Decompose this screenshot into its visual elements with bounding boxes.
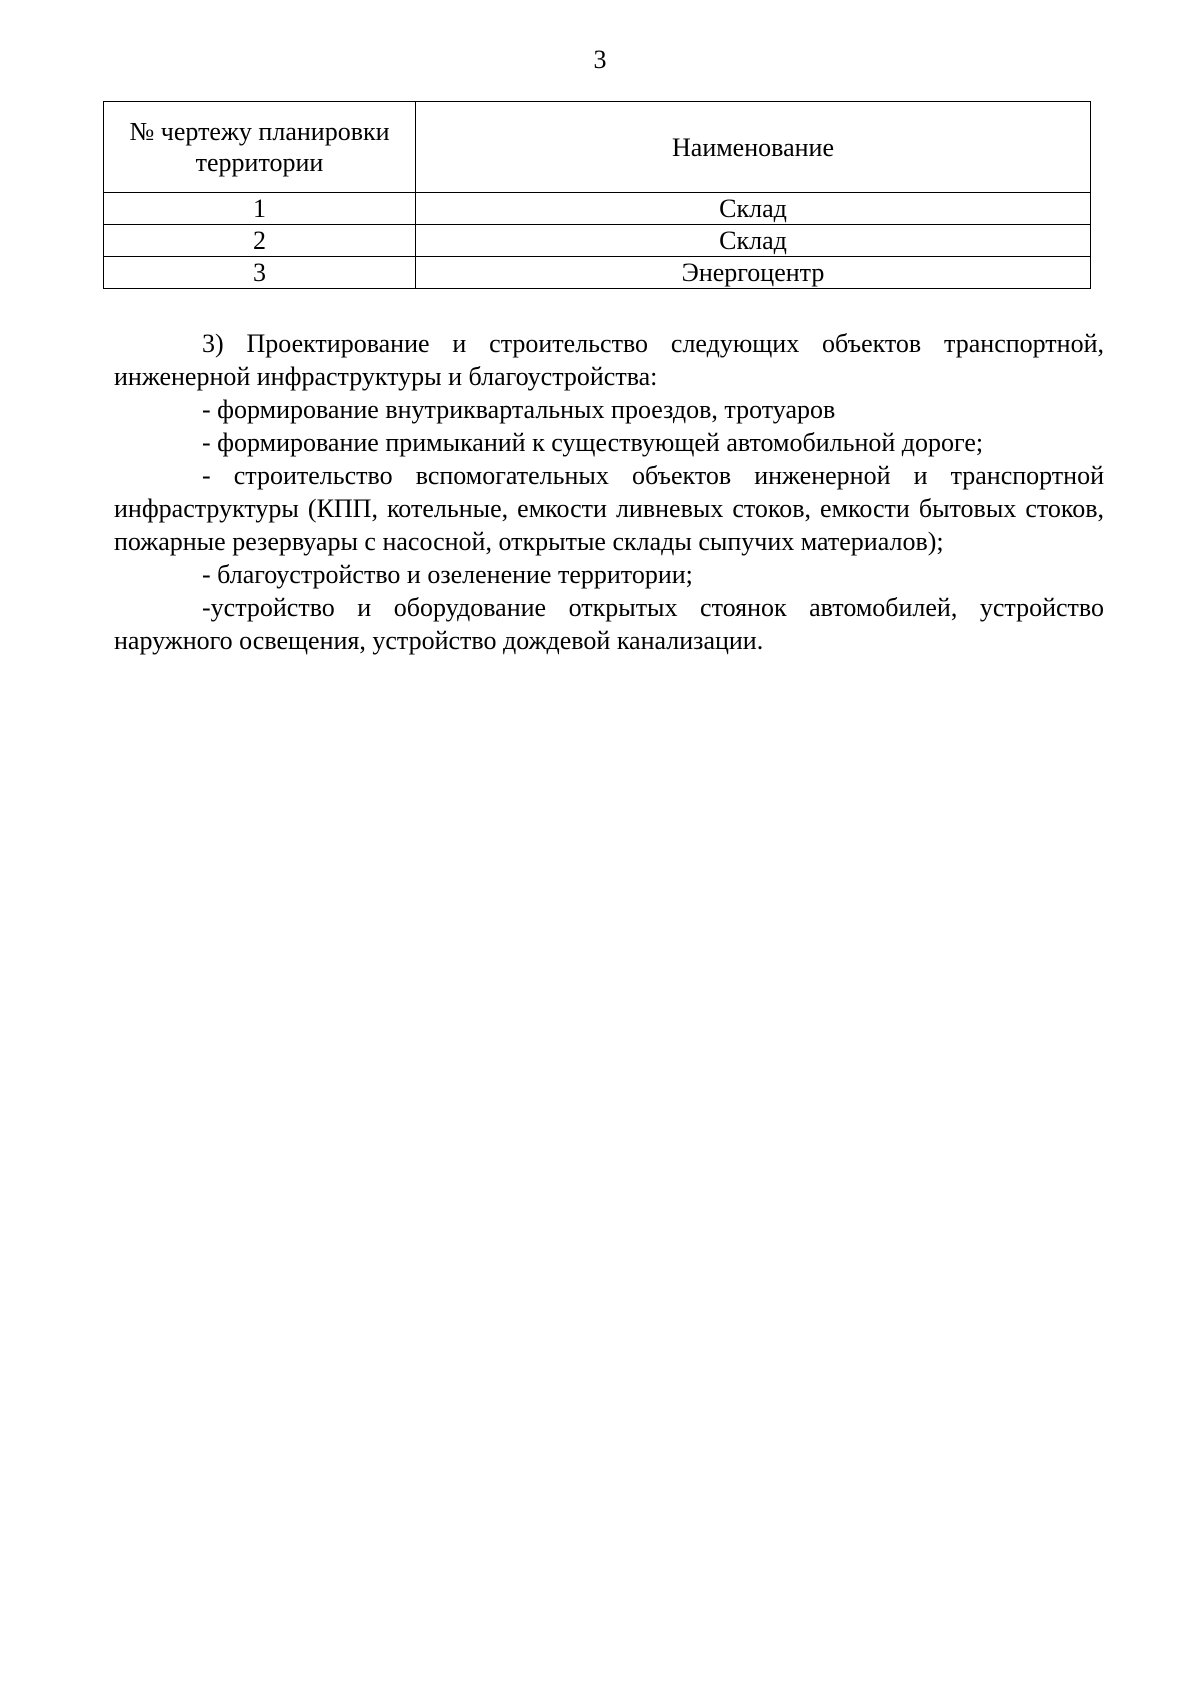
cell-number: 1 — [104, 193, 416, 225]
table-row — [104, 193, 1091, 225]
table-header-row — [104, 102, 1091, 193]
header-drawing-number: № чертежу планировки территории — [104, 102, 416, 193]
paragraph-intro: 3) Проектирование и строительство следующих объектов транспортной, инженерной инфраструктуры и благоустройства: — [114, 329, 1104, 391]
body-text — [114, 327, 1104, 657]
table-row — [104, 225, 1091, 257]
cell-name: Энергоцентр — [416, 257, 1091, 289]
list-item: - благоустройство и озеленение территории; — [202, 560, 693, 589]
cell-name: Склад — [416, 193, 1091, 225]
list-item: - строительство вспомогательных объектов инженерной и транспортной инфраструктуры (КПП, котельные, емкости ливневых стоков, емкости бытовых стоков, пожарные резервуары с насосной, открытые склады сыпучих материалов); — [114, 461, 1104, 556]
cell-name: Склад — [416, 225, 1091, 257]
cell-number: 2 — [104, 225, 416, 257]
objects-table — [103, 101, 1091, 289]
page-number: 3 — [593, 45, 607, 74]
list-item: -устройство и оборудование открытых стоянок автомобилей, устройство наружного освещения, устройство дождевой канализации. — [114, 593, 1104, 655]
cell-number: 3 — [104, 257, 416, 289]
list-item: - формирование внутриквартальных проездов, тротуаров — [202, 395, 836, 424]
list-item: - формирование примыканий к существующей автомобильной дороге; — [202, 428, 984, 457]
table-row — [104, 257, 1091, 289]
header-name: Наименование — [416, 102, 1091, 193]
